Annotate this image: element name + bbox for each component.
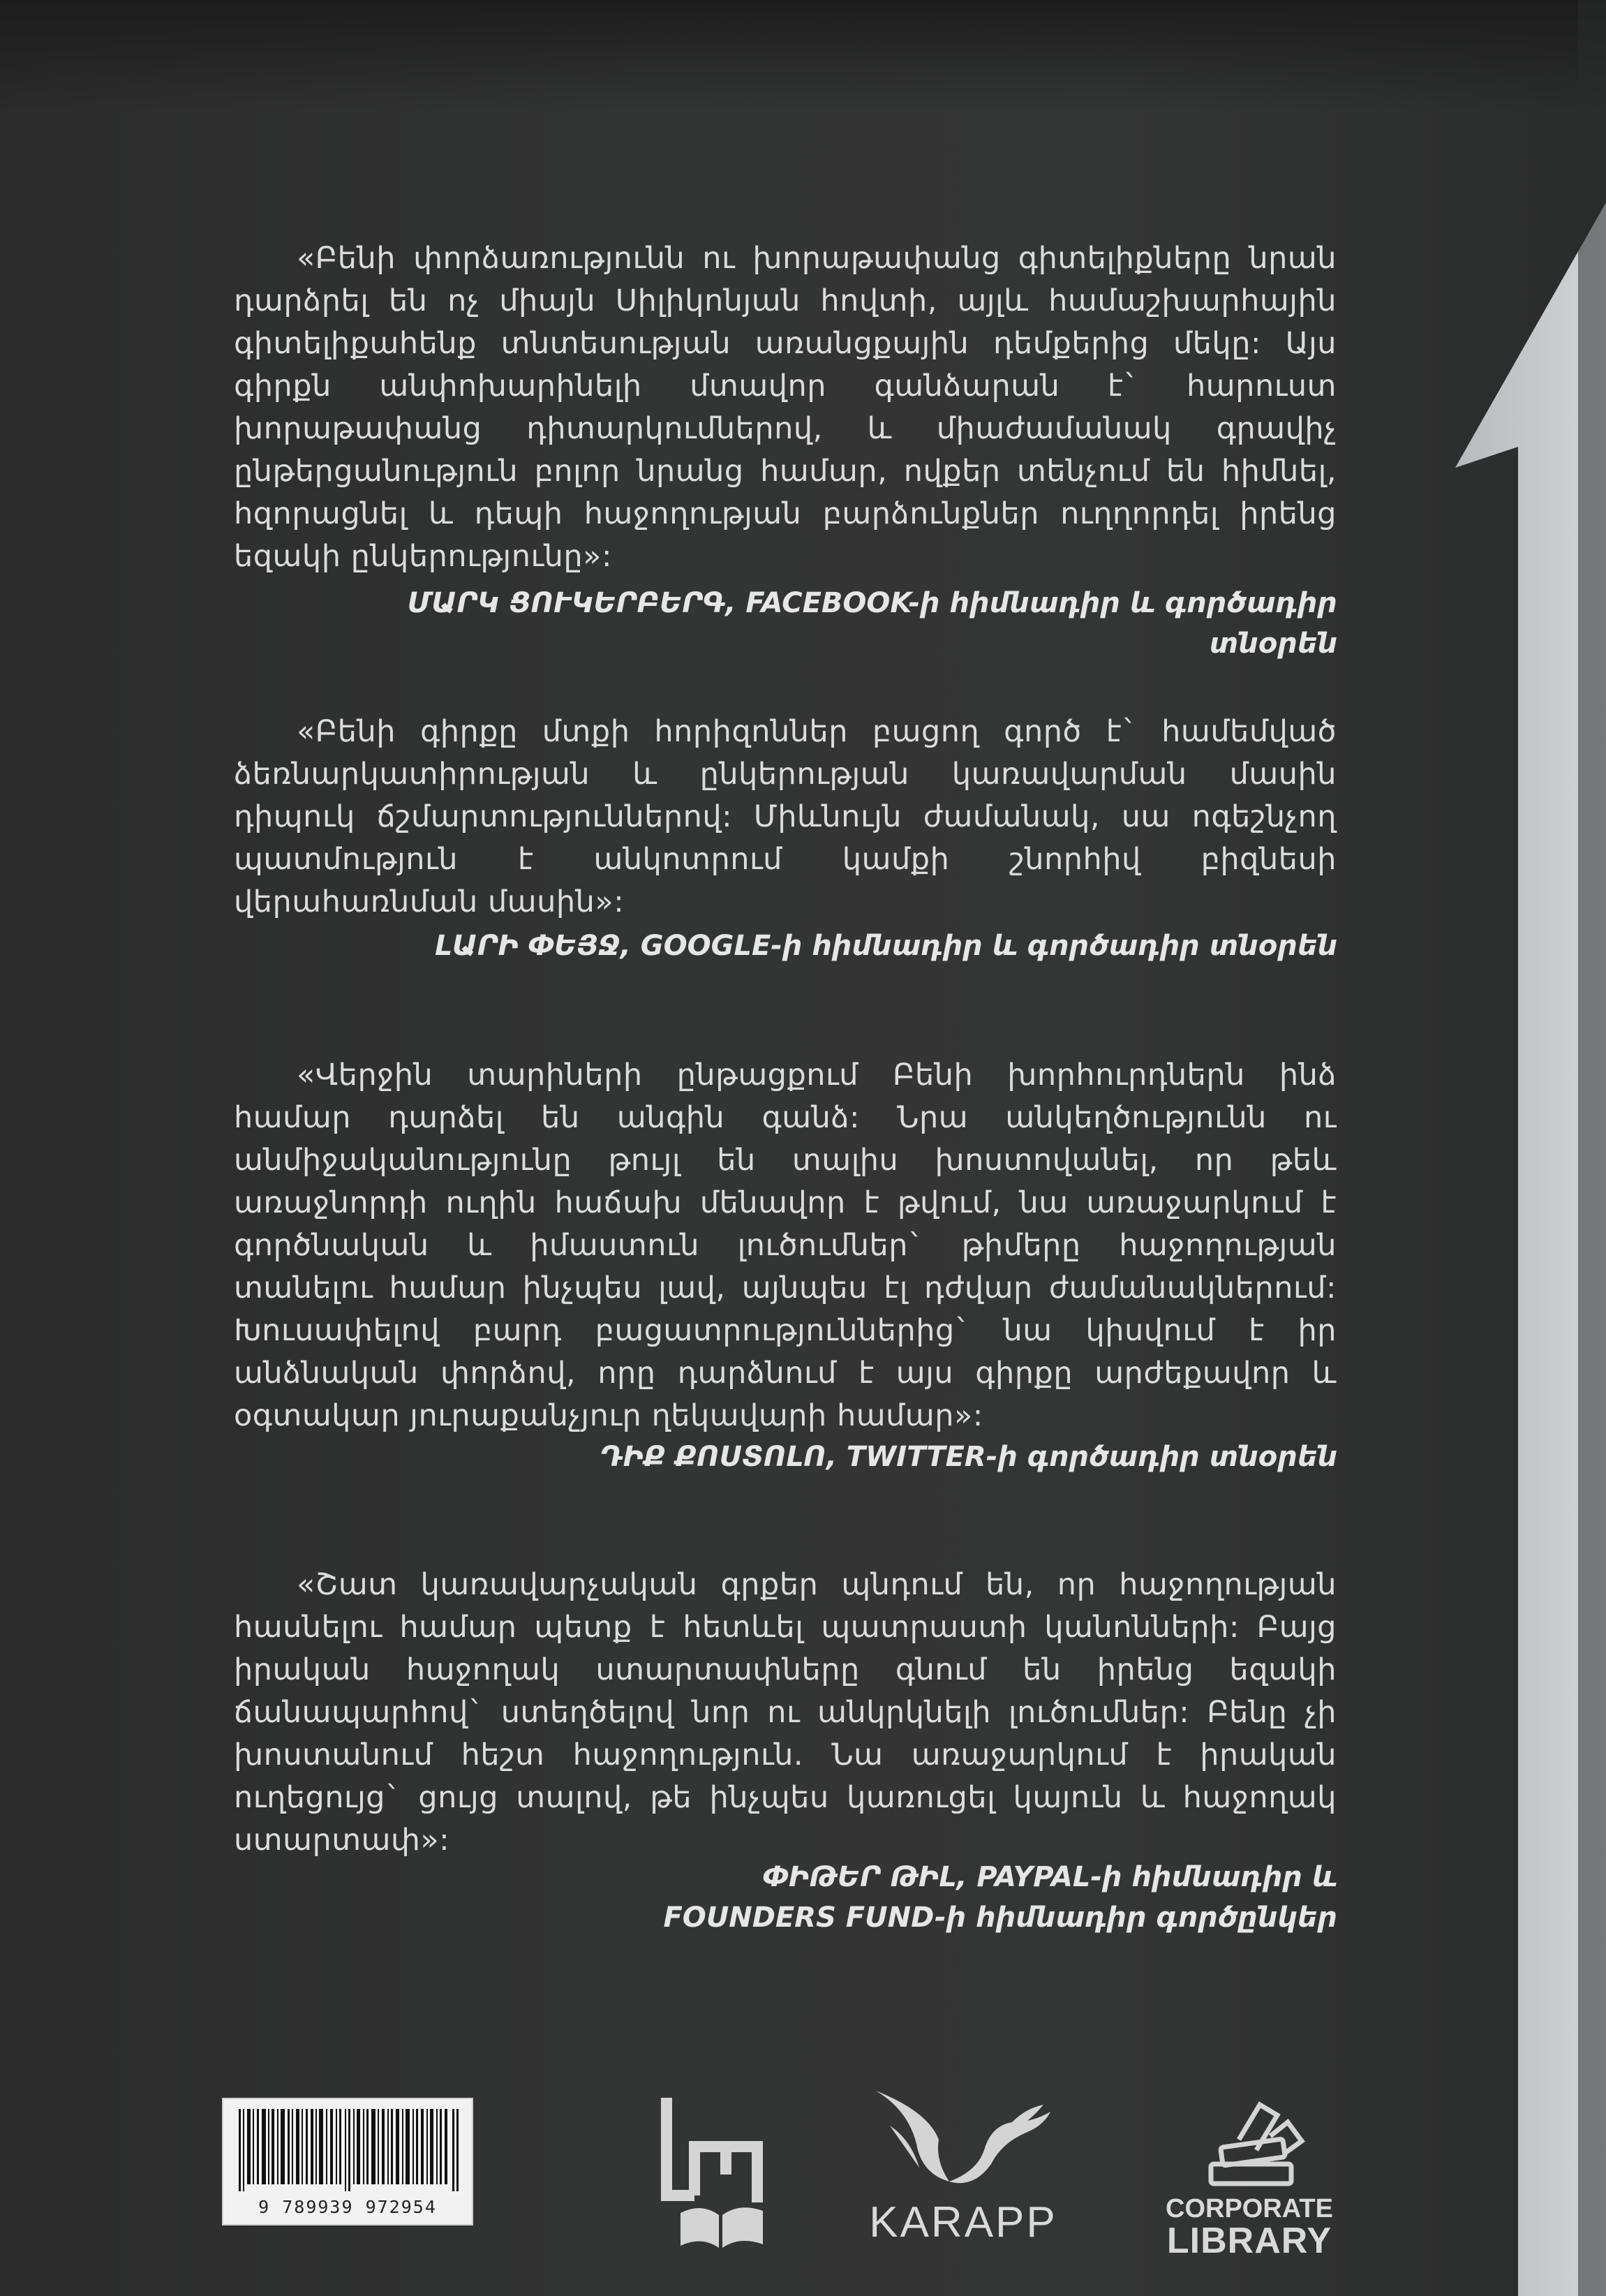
- attribution-line: ՓԻԹԵՐ ԹԻԼ, PAYPAL-ի հիմնադիր և: [762, 1861, 1337, 1893]
- attribution-line: ԴԻՔ ՔՈՍՏՈԼՈ, TWITTER-ի գործադիր տնօրեն: [600, 1441, 1337, 1473]
- attribution-page: [360, 926, 1337, 966]
- quote-text: «Շատ կառավարչական գրքեր պնդում են, որ հաջողության հասնելու համար պետք է հետևել պատրաստի կանոնների: Բայց իրական հաջողակ ստարտափները գնում են իրենց եզակի ճանապարհով` ստեղծելով նոր ու անկրկնելի լուծումներ: Բենը չի խոստանում հեշտ հաջողություն. Նա առաջարկում է իրական ուղեցույց` ցույց տալով, թե ինչպես կառուցել կայուն և հաջողակ ստարտափ»:: [234, 1567, 1337, 1858]
- karapp-text: KARAPP: [869, 2198, 1057, 2246]
- isbn-barcode: [222, 2098, 473, 2225]
- quote-page: [234, 711, 1337, 924]
- attribution-line: ԼԱՐԻ ՓԵՅՋ, GOOGLE-ի հիմնադիր և գործադիր տնօրեն: [434, 930, 1337, 962]
- bird-icon: [869, 2084, 1057, 2202]
- books-stack-icon: [1190, 2098, 1309, 2195]
- corporate-text: CORPORATE: [1166, 2194, 1333, 2223]
- quote-costolo: [234, 1054, 1337, 1437]
- attribution-thiel: [360, 1857, 1337, 1938]
- quote-zuckerberg: [234, 237, 1337, 578]
- quote-thiel: [234, 1564, 1337, 1862]
- attribution-line: ՄԱՐԿ ՑՈՒԿԵՐԲԵՐԳ, FACEBOOK-ի հիմնադիր և գործադիր տնօրեն: [407, 587, 1337, 660]
- quote-text: «Բենի փորձառությունն ու խորաթափանց գիտելիքները նրան դարձրել են ոչ միայն Սիլիկոնյան հովտի, այլև համաշխարհային գիտելիքահենք տնտեսության առանցքային դեմքերից մեկը: Այս գիրքն անփոխարինելի մտավոր գանձարան է` հարուստ խորաթափանց դիտարկումներով, և միաժամանակ գրավիչ ընթերցանություն բոլոր նրանց համար, ովքեր տենչում են հիմնել, հզորացնել և դեպի հաջողության բարձունքներ ուղղորդել իրենց եզակի ընկերությունը»:: [234, 241, 1337, 574]
- quote-text: «Վերջին տարիների ընթացքում Բենի խորհուրդներն ինձ համար դարձել են անգին գանձ: Նրա անկեղծությունն ու անմիջականությունը թույլ են տալիս խոստովանել, որ թեև առաջնորդի ուղին հաճախ մենավոր է թվում, նա առաջարկում է գործնական և իմաստուն լուծումներ` թիմերը հաջողության տանելու համար ինչպես լավ, այնպես էլ դժվար ժամանակներում: Խուսափելով բարդ բացատրություններից` նա կիսվում է իր անձնական փորձով, որը դարձնում է այս գիրքը արժեքավոր և օգտակար յուրաքանչյուր ղեկավարի համար»:: [234, 1058, 1337, 1433]
- quote-text: «Բենի գիրքը մտքի հորիզոններ բացող գործ է` համեմված ձեռնարկատիրության և ընկերության կառավարման մասին դիպուկ ճշմարտություններով: Միևնույն ժամանակ, սա ոգեշնչող պատմություն է անկոտրում կամքի շնորհիվ բիզնեսի վերահառնման մասին»:: [234, 714, 1337, 919]
- barcode-bars: [239, 2109, 459, 2191]
- isbn-number: 9 789939 972954: [258, 2197, 437, 2217]
- attribution-zuckerberg: [360, 583, 1337, 664]
- book-icon: [653, 2091, 778, 2251]
- attribution-costolo: [360, 1437, 1337, 1477]
- attribution-line: FOUNDERS FUND-ի հիմնադիր գործընկեր: [663, 1902, 1337, 1934]
- library-text: LIBRARY: [1166, 2221, 1332, 2261]
